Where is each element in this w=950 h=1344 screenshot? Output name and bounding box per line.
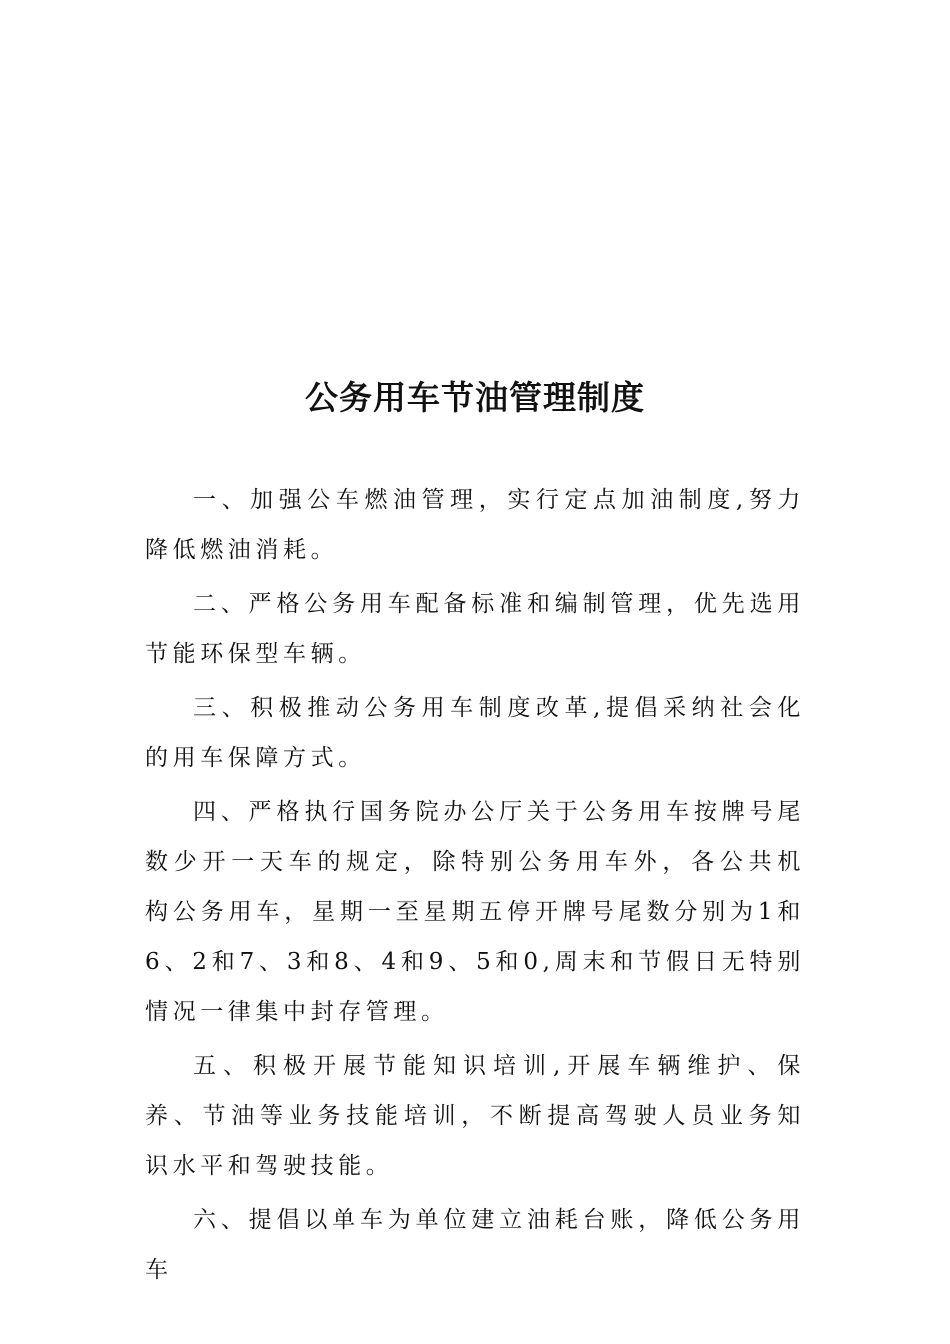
document-title: 公务用车节油管理制度 — [305, 378, 645, 417]
paragraph-2: 二、严格公务用车配备标准和编制管理，优先选用节能环保型车辆。 — [145, 591, 805, 667]
paragraph-3: 三、积极推动公务用车制度改革,提倡采纳社会化的用车保障方式。 — [145, 695, 805, 771]
paragraph-5: 五、积极开展节能知识培训,开展车辆维护、保养、节油等业务技能培训，不断提高驾驶人员业务知识水平和驾驶技能。 — [145, 1053, 805, 1179]
paragraph-4: 四、严格执行国务院办公厅关于公务用车按牌号尾数少开一天车的规定，除特别公务用车外，各公共机构公务用车，星期一至星期五停开牌号尾数分别为1和6、2和7、3和8、4和9、5和0,周末和节假日无特别情况一律集中封存管理。 — [145, 799, 805, 1025]
paragraph-6: 六、提倡以单车为单位建立油耗台账，降低公务用车 — [145, 1207, 805, 1283]
paragraph-1: 一、加强公车燃油管理，实行定点加油制度,努力降低燃油消耗。 — [145, 487, 805, 563]
document-body — [145, 475, 805, 1299]
